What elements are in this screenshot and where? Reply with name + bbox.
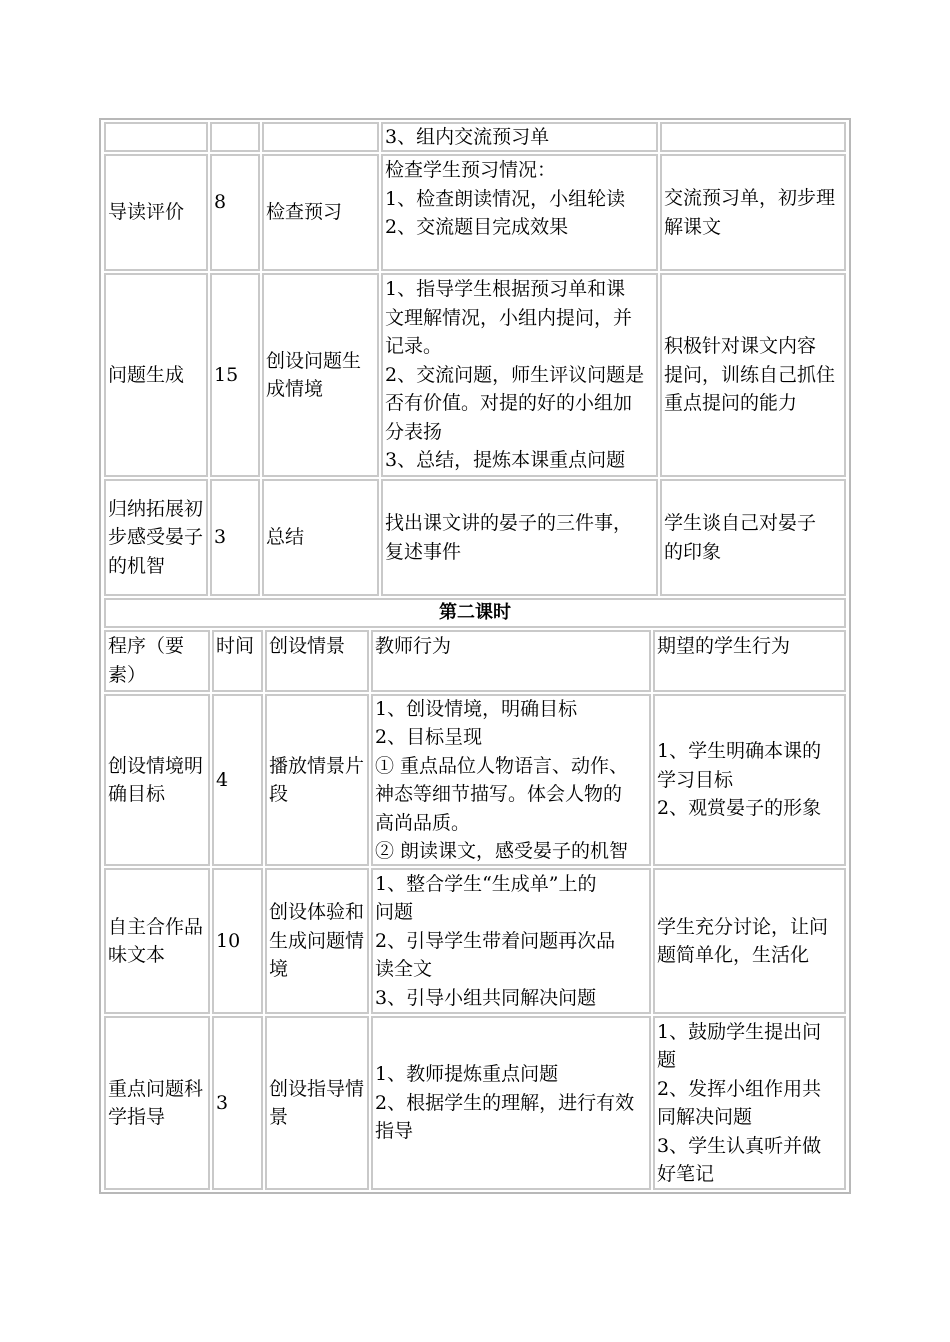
scene-cell [262,122,379,152]
time-cell: 3 [210,479,260,596]
scene-cell: 总结 [262,479,379,596]
time-cell: 15 [210,273,260,477]
teacher-cell: 3、组内交流预习单 [381,122,658,152]
stage-cell: 重点问题科学指导 [104,1016,210,1190]
time-cell [210,122,260,152]
stage-cell: 自主合作品味文本 [104,868,210,1014]
section-title: 第二课时 [104,598,846,628]
header-time: 时间 [212,630,263,692]
student-cell: 学生谈自己对晏子 的印象 [660,479,846,596]
student-cell: 积极针对课文内容 提问，训练自己抓住 重点提问的能力 [660,273,846,477]
header-scene: 创设情景 [265,630,369,692]
student-cell: 学生充分讨论，让问 题简单化，生活化 [653,868,846,1014]
student-cell: 1、学生明确本课的 学习目标 2、观赏晏子的形象 [653,694,846,866]
header-teacher: 教师行为 [371,630,651,692]
stage-cell [104,122,208,152]
scene-cell: 检查预习 [262,154,379,271]
time-cell: 3 [212,1016,263,1190]
teacher-cell: 1、创设情境，明确目标 2、目标呈现 ① 重点品位人物语言、动作、 神态等细节描写。体会人物的 高尚品质。 ② 朗读课文，感受晏子的机智 [371,694,651,866]
stage-cell: 归纳拓展初步感受晏子的机智 [104,479,208,596]
scene-cell: 创设指导情景 [265,1016,369,1190]
student-cell: 交流预习单，初步理 解课文 [660,154,846,271]
time-cell: 4 [212,694,263,866]
header-stage: 程序（要素） [104,630,210,692]
teacher-cell: 找出课文讲的晏子的三件事， 复述事件 [381,479,658,596]
stage-cell: 问题生成 [104,273,208,477]
student-cell [660,122,846,152]
teacher-cell: 1、整合学生“生成单”上的 问题 2、引导学生带着问题再次品 读全文 3、引导小组共同解决问题 [371,868,651,1014]
student-cell: 1、鼓励学生提出问 题 2、发挥小组作用共 同解决问题 3、学生认真听并做 好笔记 [653,1016,846,1190]
time-cell: 8 [210,154,260,271]
teacher-cell: 1、教师提炼重点问题 2、根据学生的理解，进行有效 指导 [371,1016,651,1190]
teacher-cell: 检查学生预习情况： 1、检查朗读情况，小组轮读 2、交流题目完成效果 [381,154,658,271]
time-cell: 10 [212,868,263,1014]
scene-cell: 创设体验和生成问题情境 [265,868,369,1014]
stage-cell: 创设情境明确目标 [104,694,210,866]
scene-cell: 播放情景片段 [265,694,369,866]
header-student: 期望的学生行为 [653,630,846,692]
scene-cell: 创设问题生成情境 [262,273,379,477]
stage-cell: 导读评价 [104,154,208,271]
teacher-cell: 1、指导学生根据预习单和课 文理解情况，小组内提问，并 记录。 2、交流问题，师生评议问题是 否有价值。对提的好的小组加 分表扬 3、总结，提炼本课重点问题 [381,273,658,477]
